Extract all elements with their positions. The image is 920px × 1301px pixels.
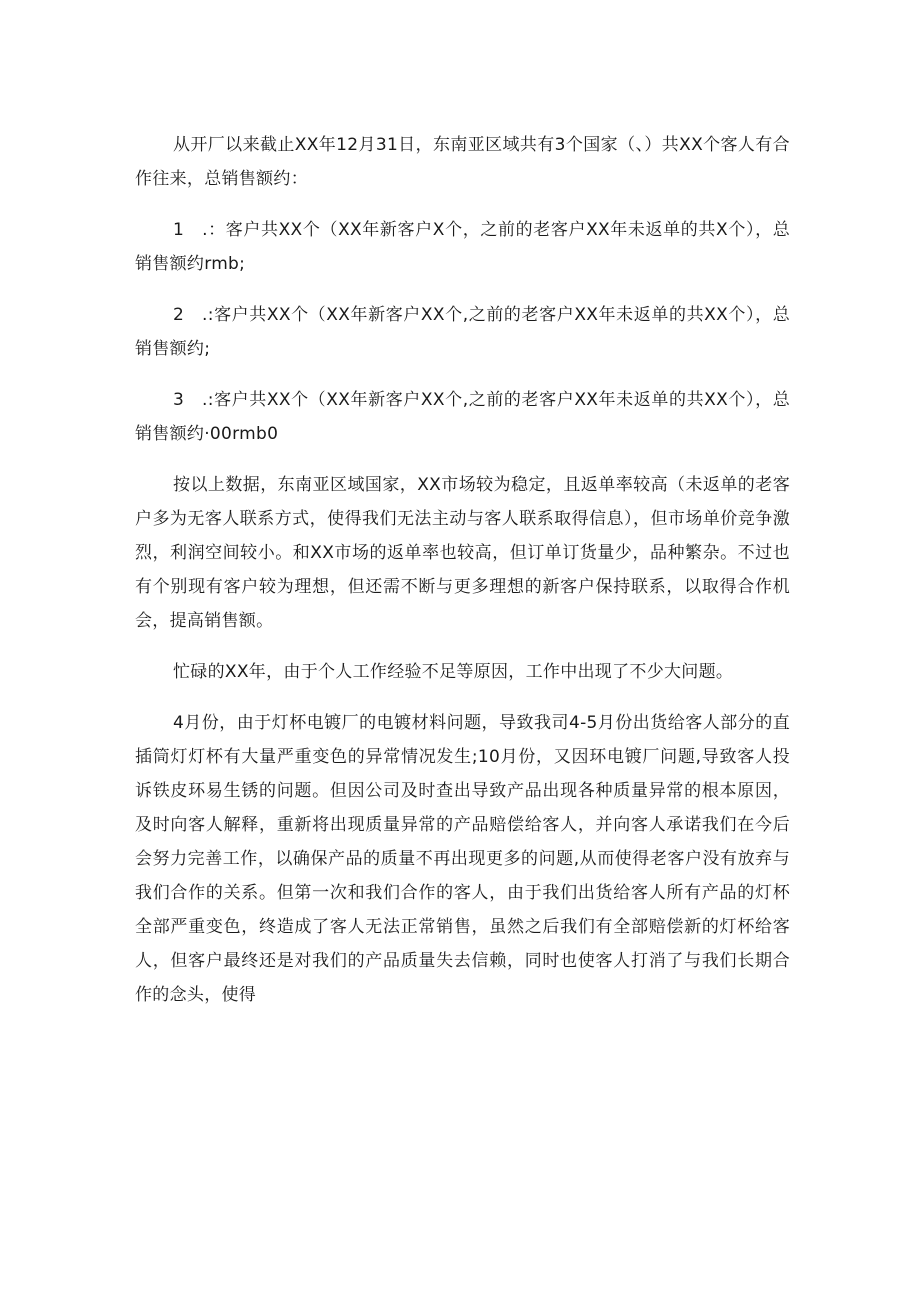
document-body xyxy=(135,128,790,1012)
paragraph-problems-intro: 忙碌的XX年，由于个人工作经验不足等原因，工作中出现了不少大问题。 xyxy=(173,662,734,682)
paragraph-item-3: 3 .:客户共XX个（XX年新客户XX个,之前的老客户XX年未返单的共XX个），总销售额约·00rmb0 xyxy=(135,390,790,444)
paragraph-market-analysis: 按以上数据，东南亚区域国家，XX市场较为稳定，且返单率较高（未返单的老客户多为无客人联系方式，使得我们无法主动与客人联系取得信息），但市场单价竞争激烈，利润空间较小。和XX市场的返单率也较高，但订单订货量少，品种繁杂。不过也有个别现有客户较为理想，但还需不断与更多理想的新客户保持联系，以取得合作机会，提高销售额。 xyxy=(135,475,790,631)
paragraph-item-2: 2 .:客户共XX个（XX年新客户XX个,之前的老客户XX年未返单的共XX个），总销售额约; xyxy=(135,305,790,359)
paragraph-summary-intro: 从开厂以来截止XX年12月31日，东南亚区域共有3个国家（、）共XX个客人有合作往来，总销售额约： xyxy=(135,135,790,189)
paragraph-item-1: 1 .：客户共XX个（XX年新客户X个，之前的老客户XX年未返单的共X个），总销售额约rmb; xyxy=(135,220,790,274)
paragraph-quality-issues: 4月份，由于灯杯电镀厂的电镀材料问题，导致我司4-5月份出货给客人部分的直插筒灯灯杯有大量严重变色的异常情况发生;10月份，又因环电镀厂问题,导致客人投诉铁皮环易生锈的问题。但因公司及时查出导致产品出现各种质量异常的根本原因，及时向客人解释，重新将出现质量异常的产品赔偿给客人，并向客人承诺我们在今后会努力完善工作，以确保产品的质量不再出现更多的问题,从而使得老客户没有放弃与我们合作的关系。但第一次和我们合作的客人，由于我们出货给客人所有产品的灯杯全部严重变色，终造成了客人无法正常销售，虽然之后我们有全部赔偿新的灯杯给客人，但客户最终还是对我们的产品质量失去信赖，同时也使客人打消了与我们长期合作的念头，使得 xyxy=(135,713,790,1005)
